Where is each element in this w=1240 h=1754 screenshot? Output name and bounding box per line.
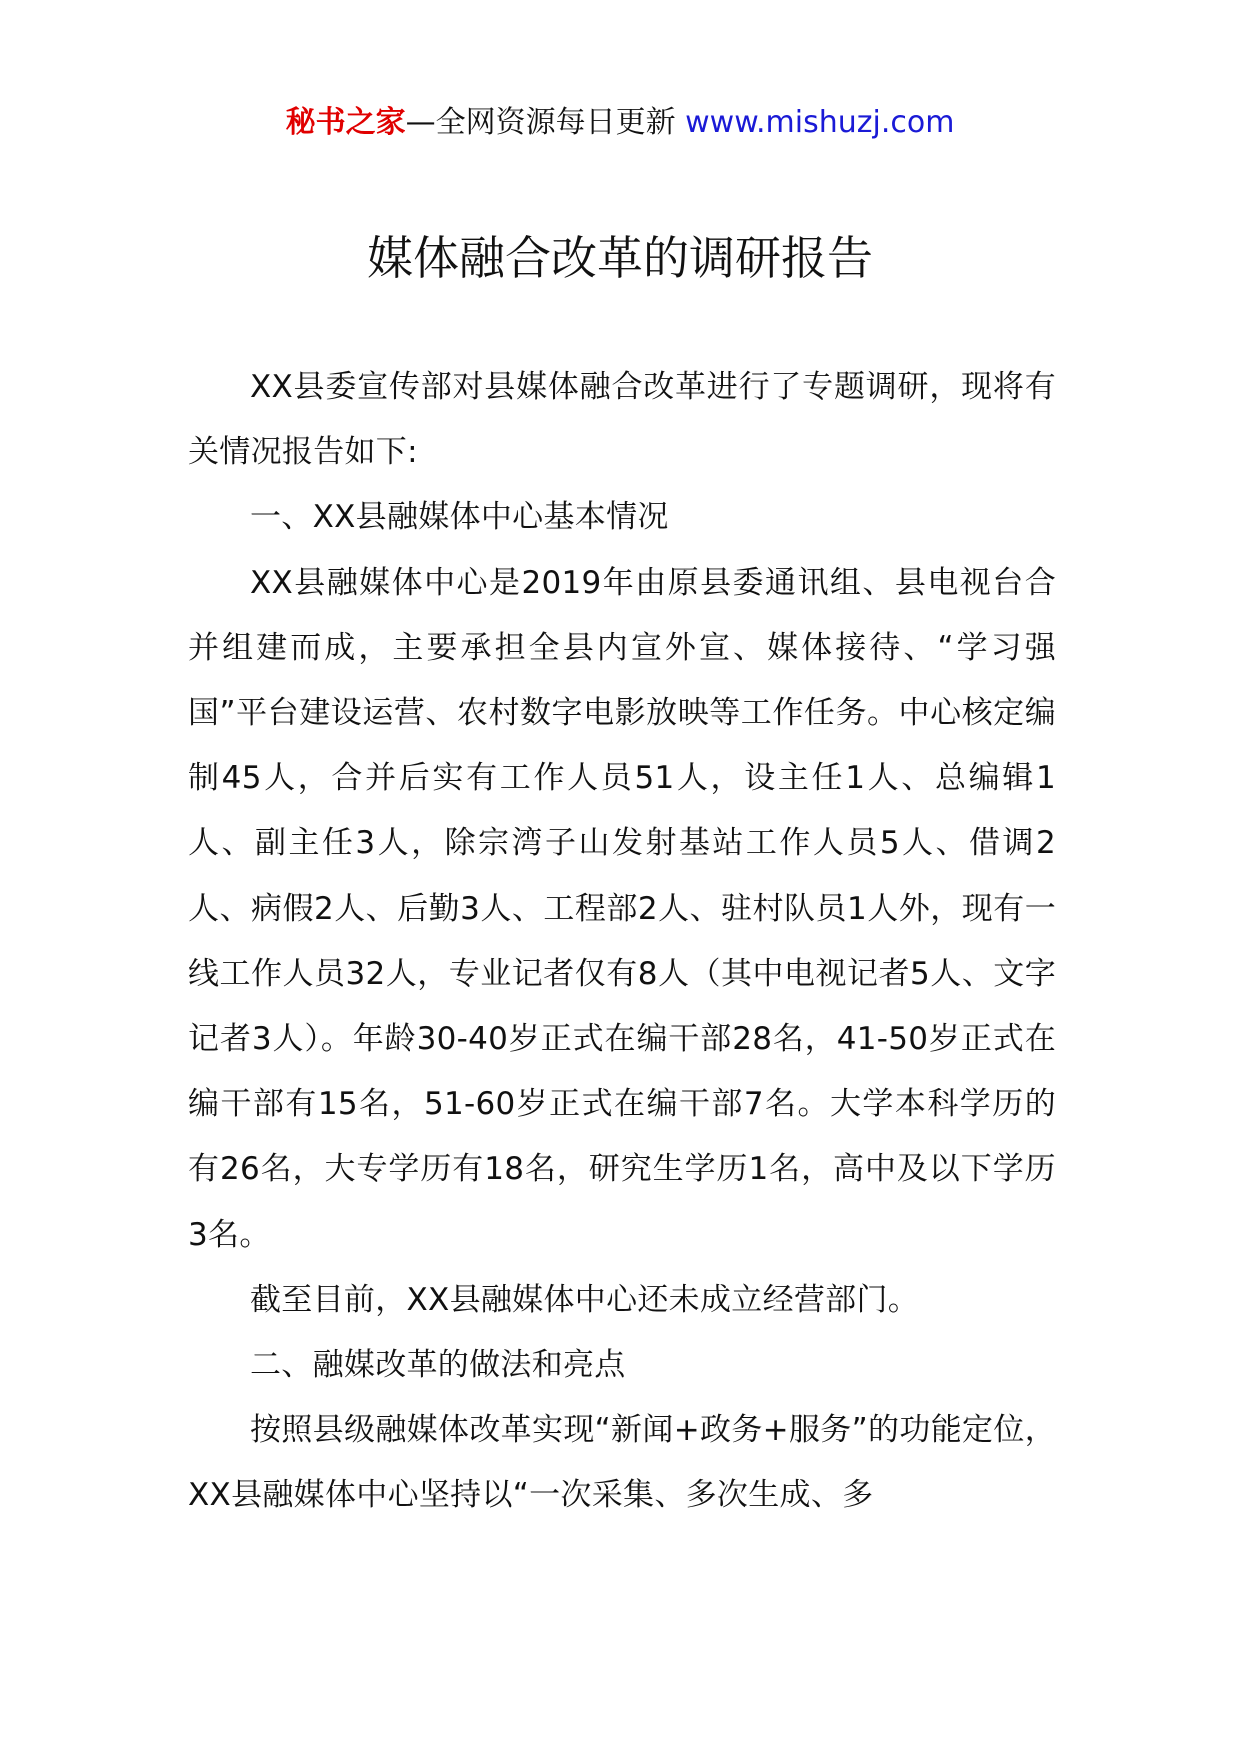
- section-heading-2: 二、融媒改革的做法和亮点: [250, 1347, 626, 1384]
- site-brand: 秘书之家: [285, 105, 406, 140]
- paragraph-business-dept: 截至目前，XX县融媒体中心还未成立经营部门。: [250, 1281, 920, 1318]
- paragraph-intro: XX县委宣传部对县媒体融合改革进行了专题调研，现将有关情况报告如下:: [188, 369, 1056, 471]
- document-title: 媒体融合改革的调研报告: [367, 231, 873, 285]
- section-heading-1: 一、XX县融媒体中心基本情况: [250, 499, 669, 536]
- site-url-link[interactable]: www.mishuzj.com: [685, 105, 955, 140]
- document-body: [188, 355, 1056, 1529]
- site-header: [0, 100, 1240, 146]
- paragraph-reform-practice: 按照县级融媒体改革实现“新闻+政务+服务”的功能定位，XX县融媒体中心坚持以“一次采集、多次生成、多: [188, 1412, 1056, 1514]
- paragraph-basic-info: XX县融媒体中心是2019年由原县委通讯组、县电视台合并组建而成，主要承担全县内宣外宣、媒体接待、“学习强国”平台建设运营、农村数字电影放映等工作任务。中心核定编制45人，合并后实有工作人员51人，设主任1人、总编辑1人、副主任3人，除宗湾子山发射基站工作人员5人、借调2人、病假2人、后勤3人、工程部2人、驻村队员1人外，现有一线工作人员32人，专业记者仅有8人（其中电视记者5人、文字记者3人）。年龄30-40岁正式在编干部28名，41-50岁正式在编干部有15名，51-60岁正式在编干部7名。大学本科学历的有26名，大专学历有18名，研究生学历1名，高中及以下学历3名。: [188, 564, 1056, 1253]
- site-tagline: —全网资源每日更新: [405, 105, 686, 140]
